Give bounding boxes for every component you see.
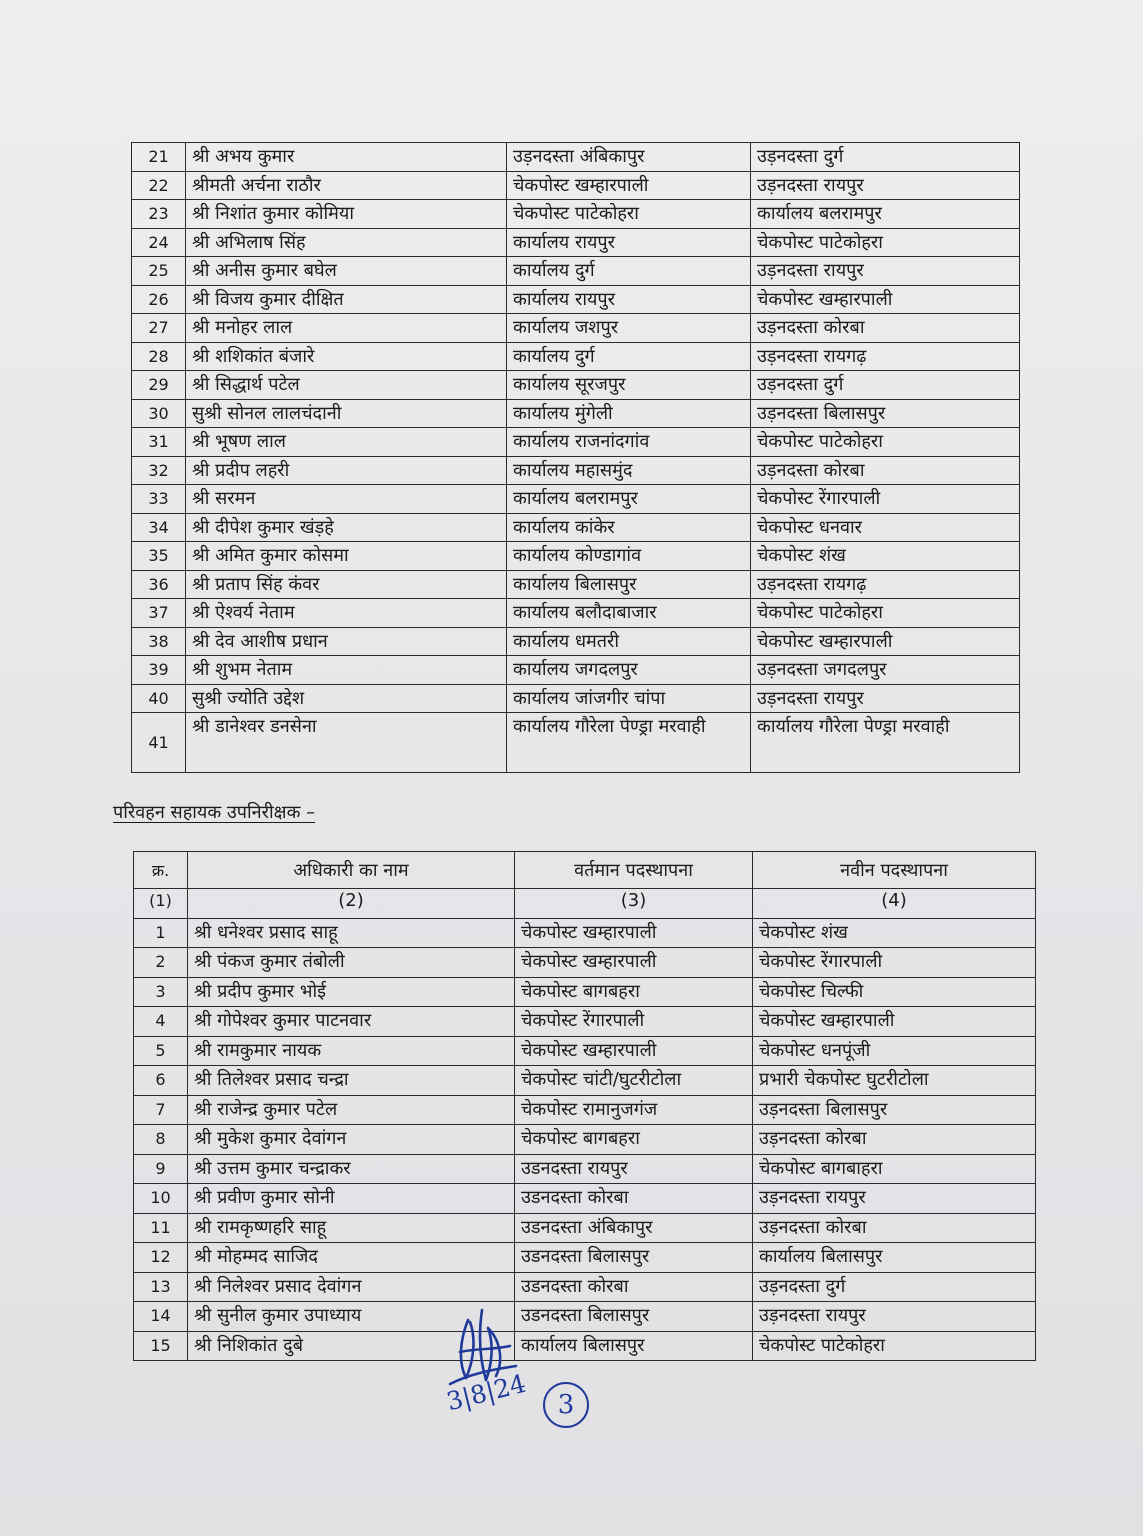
serial-cell: 7: [134, 1095, 188, 1125]
current-posting-cell: कार्यालय बलौदाबाजार: [507, 599, 751, 628]
table-row: [134, 1213, 1036, 1243]
current-posting-cell: कार्यालय मुंगेली: [507, 399, 751, 428]
new-posting-cell: उड़नदस्ता कोरबा: [751, 456, 1020, 485]
current-posting-cell: कार्यालय बलरामपुर: [507, 485, 751, 514]
new-posting-cell: उड़नदस्ता कोरबा: [751, 314, 1020, 343]
serial-cell: 34: [132, 513, 186, 542]
officer-name-cell: श्री प्रदीप लहरी: [186, 456, 507, 485]
officer-name-cell: सुश्री ज्योति उद्देश: [186, 684, 507, 713]
serial-cell: 41: [132, 713, 186, 773]
new-posting-cell: उड़नदस्ता दुर्ग: [753, 1272, 1036, 1302]
table-row: [132, 399, 1020, 428]
officer-name-cell: सुश्री सोनल लालचंदानी: [186, 399, 507, 428]
current-posting-cell: कार्यालय कोण्डागांव: [507, 542, 751, 571]
new-posting-cell: कार्यालय गौरेला पेण्ड्रा मरवाही: [751, 713, 1020, 773]
officer-name-cell: श्री धनेश्वर प्रसाद साहू: [188, 918, 515, 948]
table-row: [132, 456, 1020, 485]
table-row: [134, 1007, 1036, 1037]
table-row: [134, 1125, 1036, 1155]
serial-cell: 21: [132, 143, 186, 172]
table-row: [134, 1066, 1036, 1096]
new-posting-cell: कार्यालय बलरामपुर: [751, 200, 1020, 229]
current-posting-cell: कार्यालय बिलासपुर: [515, 1331, 753, 1361]
current-posting-cell: कार्यालय दुर्ग: [507, 257, 751, 286]
serial-cell: 35: [132, 542, 186, 571]
table-row: [134, 1095, 1036, 1125]
new-posting-cell: चेकपोस्ट धनपूंजी: [753, 1036, 1036, 1066]
officer-name-cell: श्री रामकृष्णहरि साहू: [188, 1213, 515, 1243]
table-row: [132, 228, 1020, 257]
serial-cell: 30: [132, 399, 186, 428]
serial-cell: 22: [132, 171, 186, 200]
current-posting-cell: चेकपोस्ट खम्हारपाली: [507, 171, 751, 200]
serial-cell: 15: [134, 1331, 188, 1361]
new-posting-cell: उड़नदस्ता रायपुर: [751, 257, 1020, 286]
serial-cell: 4: [134, 1007, 188, 1037]
officer-name-cell: श्रीमती अर्चना राठौर: [186, 171, 507, 200]
transfer-table-continued: [131, 142, 1020, 773]
current-posting-cell: चेकपोस्ट खम्हारपाली: [515, 918, 753, 948]
current-posting-cell: उड़नदस्ता अंबिकापुर: [507, 143, 751, 172]
serial-cell: 11: [134, 1213, 188, 1243]
table-row: [134, 1243, 1036, 1273]
officer-name-cell: श्री प्रदीप कुमार भोई: [188, 977, 515, 1007]
officer-name-cell: श्री ऐश्वर्य नेताम: [186, 599, 507, 628]
current-posting-cell: चेकपोस्ट बागबहरा: [515, 977, 753, 1007]
serial-cell: 31: [132, 428, 186, 457]
serial-cell: 37: [132, 599, 186, 628]
serial-cell: 2: [134, 948, 188, 978]
new-posting-cell: चेकपोस्ट खम्हारपाली: [751, 627, 1020, 656]
new-posting-cell: उड़नदस्ता दुर्ग: [751, 143, 1020, 172]
new-posting-cell: उड़नदस्ता कोरबा: [753, 1125, 1036, 1155]
officer-name-cell: श्री देव आशीष प्रधान: [186, 627, 507, 656]
officer-name-cell: श्री रामकुमार नायक: [188, 1036, 515, 1066]
current-posting-cell: चेकपोस्ट चांटी/घुटरीटोला: [515, 1066, 753, 1096]
current-posting-cell: कार्यालय जशपुर: [507, 314, 751, 343]
section-heading: परिवहन सहायक उपनिरीक्षक –: [113, 802, 316, 823]
current-posting-cell: कार्यालय रायपुर: [507, 228, 751, 257]
officer-name-cell: श्री उत्तम कुमार चन्द्राकर: [188, 1154, 515, 1184]
new-posting-cell: चेकपोस्ट धनवार: [751, 513, 1020, 542]
header-serial: क्र.: [134, 852, 188, 889]
table-row: [134, 1272, 1036, 1302]
current-posting-cell: कार्यालय महासमुंद: [507, 456, 751, 485]
officer-name-cell: श्री शशिकांत बंजारे: [186, 342, 507, 371]
officer-name-cell: श्री तिलेश्वर प्रसाद चन्द्रा: [188, 1066, 515, 1096]
new-posting-cell: चेकपोस्ट चिल्फी: [753, 977, 1036, 1007]
officer-name-cell: श्री अमित कुमार कोसमा: [186, 542, 507, 571]
serial-cell: 26: [132, 285, 186, 314]
serial-cell: 24: [132, 228, 186, 257]
officer-name-cell: श्री अभय कुमार: [186, 143, 507, 172]
serial-cell: 27: [132, 314, 186, 343]
new-posting-cell: उड़नदस्ता जगदलपुर: [751, 656, 1020, 685]
officer-name-cell: श्री दीपेश कुमार खंड़हे: [186, 513, 507, 542]
table-row: [134, 1036, 1036, 1066]
column-number-4: (4): [753, 889, 1036, 919]
current-posting-cell: चेकपोस्ट रामानुजगंज: [515, 1095, 753, 1125]
table-row: [132, 371, 1020, 400]
current-posting-cell: चेकपोस्ट खम्हारपाली: [515, 948, 753, 978]
table-row: [134, 918, 1036, 948]
table-row: [132, 428, 1020, 457]
table-row: [132, 485, 1020, 514]
officer-name-cell: श्री गोपेश्वर कुमार पाटनवार: [188, 1007, 515, 1037]
officer-name-cell: श्री मोहम्मद साजिद: [188, 1243, 515, 1273]
new-posting-cell: उड़नदस्ता रायगढ़: [751, 570, 1020, 599]
table-row: [132, 684, 1020, 713]
current-posting-cell: उडनदस्ता कोरबा: [515, 1272, 753, 1302]
new-posting-cell: चेकपोस्ट रेंगारपाली: [753, 948, 1036, 978]
officer-name-cell: श्री अनीस कुमार बघेल: [186, 257, 507, 286]
officer-name-cell: श्री मुकेश कुमार देवांगन: [188, 1125, 515, 1155]
current-posting-cell: चेकपोस्ट रेंगारपाली: [515, 1007, 753, 1037]
officer-name-cell: श्री पंकज कुमार तंबोली: [188, 948, 515, 978]
new-posting-cell: प्रभारी चेकपोस्ट घुटरीटोला: [753, 1066, 1036, 1096]
current-posting-cell: उडनदस्ता रायपुर: [515, 1154, 753, 1184]
serial-cell: 9: [134, 1154, 188, 1184]
table-row: [132, 570, 1020, 599]
serial-cell: 39: [132, 656, 186, 685]
officer-name-cell: श्री सुनील कुमार उपाध्याय: [188, 1302, 515, 1332]
officer-name-cell: श्री विजय कुमार दीक्षित: [186, 285, 507, 314]
current-posting-cell: कार्यालय दुर्ग: [507, 342, 751, 371]
header-current-posting: वर्तमान पदस्थापना: [515, 852, 753, 889]
officer-name-cell: श्री सिद्धार्थ पटेल: [186, 371, 507, 400]
serial-cell: 8: [134, 1125, 188, 1155]
table-row: [132, 342, 1020, 371]
new-posting-cell: उड़नदस्ता रायपुर: [751, 684, 1020, 713]
serial-cell: 3: [134, 977, 188, 1007]
serial-cell: 38: [132, 627, 186, 656]
officer-name-cell: श्री प्रवीण कुमार सोनी: [188, 1184, 515, 1214]
current-posting-cell: चेकपोस्ट पाटेकोहरा: [507, 200, 751, 229]
header-officer-name: अधिकारी का नाम: [188, 852, 515, 889]
serial-cell: 32: [132, 456, 186, 485]
officer-name-cell: श्री निलेश्वर प्रसाद देवांगन: [188, 1272, 515, 1302]
new-posting-cell: चेकपोस्ट बागबाहरा: [753, 1154, 1036, 1184]
current-posting-cell: चेकपोस्ट बागबहरा: [515, 1125, 753, 1155]
table-row: [132, 656, 1020, 685]
serial-cell: 12: [134, 1243, 188, 1273]
current-posting-cell: कार्यालय सूरजपुर: [507, 371, 751, 400]
new-posting-cell: चेकपोस्ट पाटेकोहरा: [751, 599, 1020, 628]
table-row: [132, 542, 1020, 571]
new-posting-cell: चेकपोस्ट खम्हारपाली: [751, 285, 1020, 314]
column-number-1: (1): [134, 889, 188, 919]
assistant-inspector-table-body: [134, 918, 1036, 1361]
table-row: [134, 948, 1036, 978]
serial-cell: 36: [132, 570, 186, 599]
serial-cell: 13: [134, 1272, 188, 1302]
officer-name-cell: श्री अभिलाष सिंह: [186, 228, 507, 257]
serial-cell: 33: [132, 485, 186, 514]
current-posting-cell: उडनदस्ता बिलासपुर: [515, 1243, 753, 1273]
column-number-2: (2): [188, 889, 515, 919]
current-posting-cell: कार्यालय रायपुर: [507, 285, 751, 314]
table-row: [132, 627, 1020, 656]
transfer-table-body: [132, 143, 1020, 773]
serial-cell: 14: [134, 1302, 188, 1332]
table-row: [134, 1154, 1036, 1184]
current-posting-cell: उडनदस्ता अंबिकापुर: [515, 1213, 753, 1243]
table-row: [134, 1184, 1036, 1214]
new-posting-cell: उड़नदस्ता बिलासपुर: [751, 399, 1020, 428]
officer-name-cell: श्री निशिकांत दुबे: [188, 1331, 515, 1361]
assistant-inspector-table: [133, 851, 1036, 1361]
new-posting-cell: उड़नदस्ता कोरबा: [753, 1213, 1036, 1243]
current-posting-cell: चेकपोस्ट खम्हारपाली: [515, 1036, 753, 1066]
current-posting-cell: कार्यालय कांकेर: [507, 513, 751, 542]
table-row: [132, 171, 1020, 200]
page-number: 3: [543, 1382, 589, 1428]
serial-cell: 10: [134, 1184, 188, 1214]
current-posting-cell: कार्यालय गौरेला पेण्ड्रा मरवाही: [507, 713, 751, 773]
table-row: [132, 200, 1020, 229]
officer-name-cell: श्री सरमन: [186, 485, 507, 514]
new-posting-cell: उड़नदस्ता रायगढ़: [751, 342, 1020, 371]
new-posting-cell: उड़नदस्ता बिलासपुर: [753, 1095, 1036, 1125]
table-row: [132, 513, 1020, 542]
signature-date: 3|8|24: [443, 1368, 529, 1417]
officer-name-cell: श्री भूषण लाल: [186, 428, 507, 457]
current-posting-cell: कार्यालय धमतरी: [507, 627, 751, 656]
current-posting-cell: उडनदस्ता बिलासपुर: [515, 1302, 753, 1332]
new-posting-cell: चेकपोस्ट रेंगारपाली: [751, 485, 1020, 514]
table-row: [132, 257, 1020, 286]
column-number-3: (3): [515, 889, 753, 919]
current-posting-cell: कार्यालय बिलासपुर: [507, 570, 751, 599]
serial-cell: 6: [134, 1066, 188, 1096]
serial-cell: 25: [132, 257, 186, 286]
new-posting-cell: उड़नदस्ता दुर्ग: [751, 371, 1020, 400]
current-posting-cell: कार्यालय जगदलपुर: [507, 656, 751, 685]
new-posting-cell: उड़नदस्ता रायपुर: [751, 171, 1020, 200]
serial-cell: 1: [134, 918, 188, 948]
serial-cell: 28: [132, 342, 186, 371]
current-posting-cell: कार्यालय राजनांदगांव: [507, 428, 751, 457]
header-new-posting: नवीन पदस्थापना: [753, 852, 1036, 889]
officer-name-cell: श्री निशांत कुमार कोमिया: [186, 200, 507, 229]
new-posting-cell: चेकपोस्ट शंख: [753, 918, 1036, 948]
new-posting-cell: चेकपोस्ट शंख: [751, 542, 1020, 571]
new-posting-cell: उड़नदस्ता रायपुर: [753, 1184, 1036, 1214]
new-posting-cell: कार्यालय बिलासपुर: [753, 1243, 1036, 1273]
new-posting-cell: उड़नदस्ता रायपुर: [753, 1302, 1036, 1332]
column-number-row: [134, 889, 1036, 919]
new-posting-cell: चेकपोस्ट पाटेकोहरा: [751, 228, 1020, 257]
table-row: [132, 143, 1020, 172]
table-row: [134, 977, 1036, 1007]
table-row: [132, 713, 1020, 773]
table-header-row: [134, 852, 1036, 889]
officer-name-cell: श्री मनोहर लाल: [186, 314, 507, 343]
new-posting-cell: चेकपोस्ट पाटेकोहरा: [753, 1331, 1036, 1361]
serial-cell: 5: [134, 1036, 188, 1066]
new-posting-cell: चेकपोस्ट खम्हारपाली: [753, 1007, 1036, 1037]
current-posting-cell: उडनदस्ता कोरबा: [515, 1184, 753, 1214]
officer-name-cell: श्री डानेश्वर डनसेना: [186, 713, 507, 773]
current-posting-cell: कार्यालय जांजगीर चांपा: [507, 684, 751, 713]
officer-name-cell: श्री प्रताप सिंह कंवर: [186, 570, 507, 599]
officer-name-cell: श्री राजेन्द्र कुमार पटेल: [188, 1095, 515, 1125]
serial-cell: 29: [132, 371, 186, 400]
serial-cell: 40: [132, 684, 186, 713]
new-posting-cell: चेकपोस्ट पाटेकोहरा: [751, 428, 1020, 457]
officer-name-cell: श्री शुभम नेताम: [186, 656, 507, 685]
table-row: [132, 599, 1020, 628]
table-row: [132, 314, 1020, 343]
table-row: [132, 285, 1020, 314]
serial-cell: 23: [132, 200, 186, 229]
